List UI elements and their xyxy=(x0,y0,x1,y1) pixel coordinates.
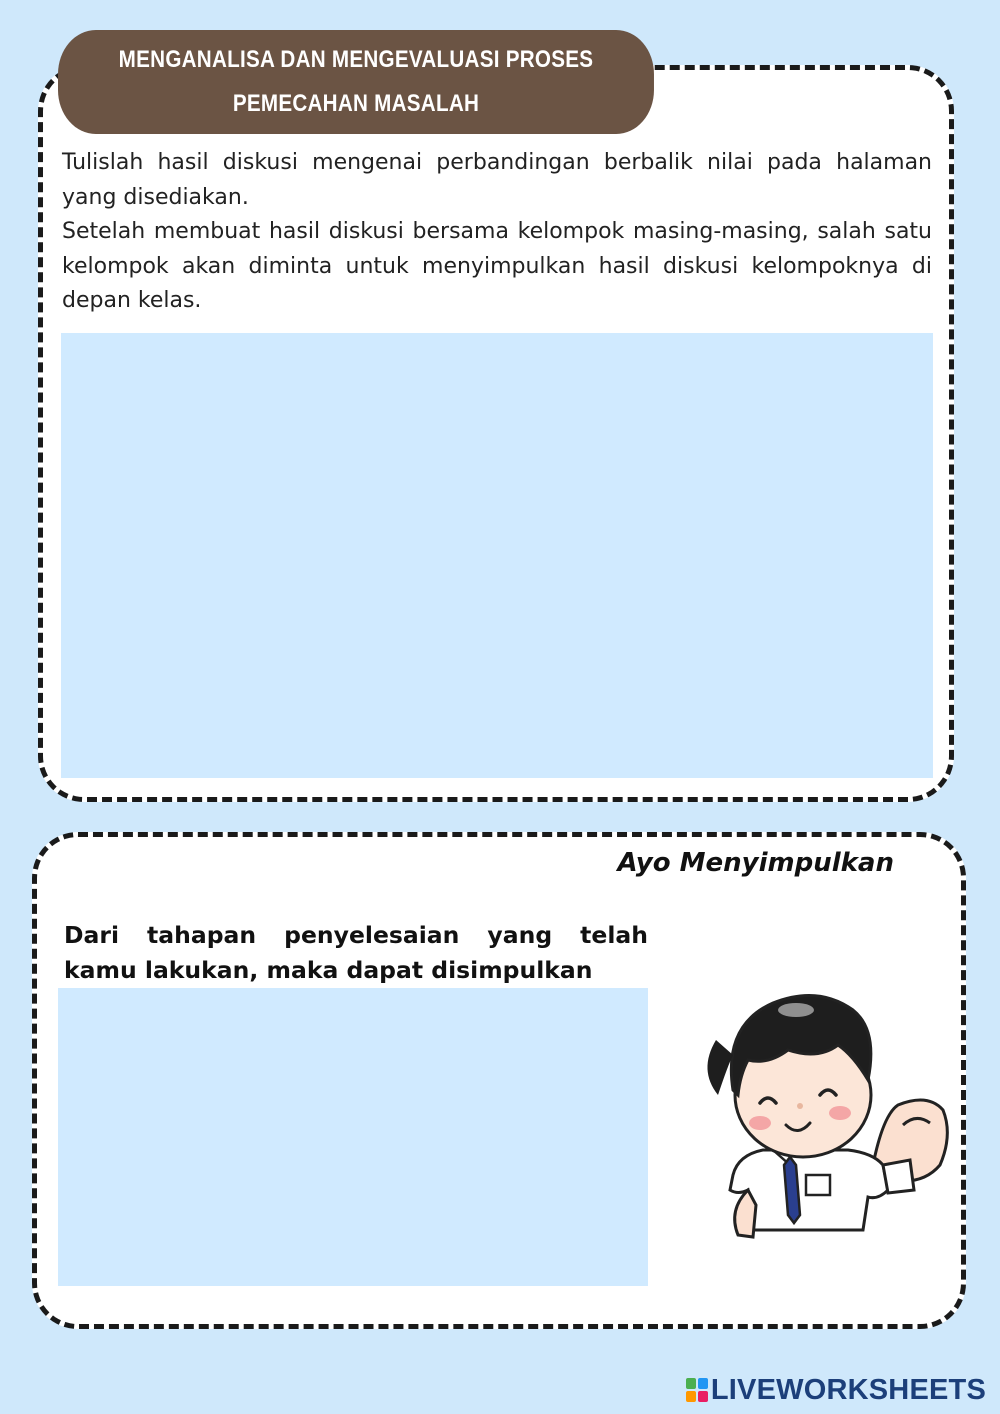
conclusion-prompt-line-2: kamu lakukan, maka dapat disimpulkan xyxy=(64,956,593,984)
liveworksheets-brand[interactable] xyxy=(686,1372,986,1408)
conclusion-prompt-line-1: Dari tahapan penyelesaian yang telah xyxy=(64,921,648,949)
liveworksheets-logo-icon xyxy=(686,1378,708,1402)
conclusion-answer-box[interactable] xyxy=(58,988,648,1286)
instruction-paragraph-1: Tulislah hasil diskusi mengenai perbandingan berbalik nilai pada halaman yang disediakan. xyxy=(62,150,932,210)
instruction-paragraph-2: Setelah membuat hasil diskusi bersama kelompok masing-masing, salah satu kelompok akan diminta untuk menyimpulkan hasil diskusi kelompoknya di depan kelas. xyxy=(62,219,932,313)
discussion-answer-box[interactable] xyxy=(61,333,933,778)
student-character-illustration xyxy=(678,985,958,1255)
brand-name: LIVEWORKSHEETS xyxy=(710,1373,986,1406)
instructions xyxy=(62,146,932,319)
analysis-title: MENGANALISA DAN MENGEVALUASI PROSES PEMECAHAN MASALAH xyxy=(118,46,594,117)
section-title-pill xyxy=(58,30,654,134)
conclusion-heading: Ayo Menyimpulkan xyxy=(617,848,894,878)
conclusion-prompt xyxy=(64,918,648,988)
